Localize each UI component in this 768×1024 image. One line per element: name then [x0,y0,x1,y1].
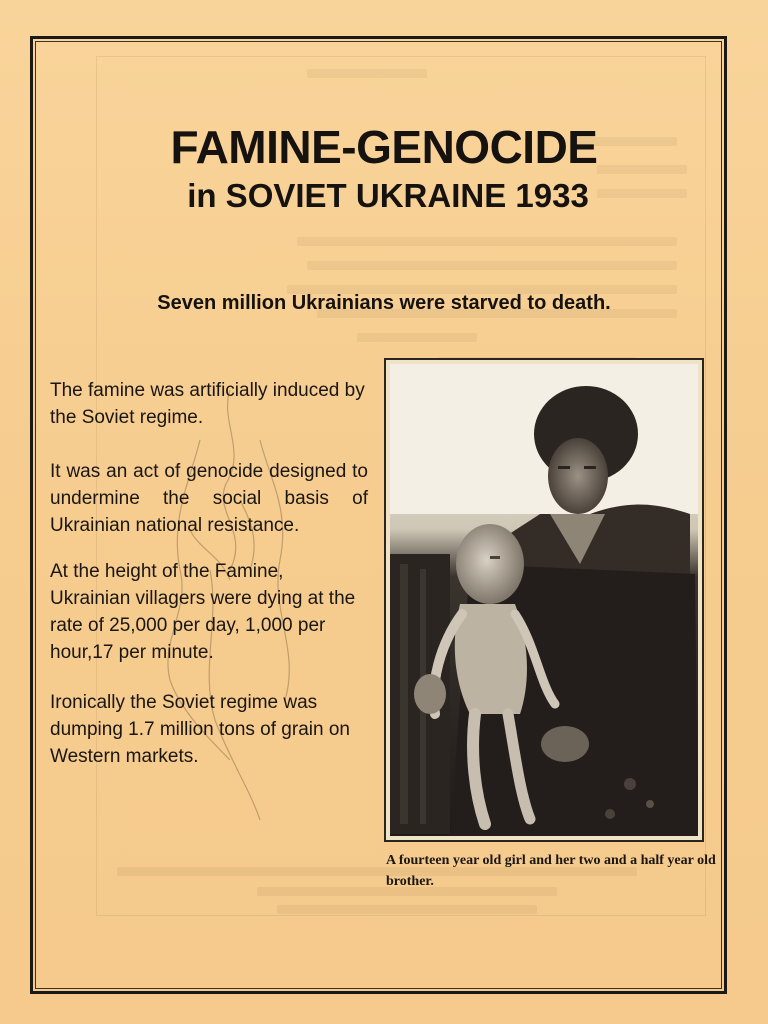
paragraph-death-rate: At the height of the Famine, Ukrainian villagers were dying at the rate of 25,000 per day, 1,000 per hour,17 per minute. [50,561,356,663]
paragraph-famine-induced: The famine was artificially induced by the Soviet regime. [50,380,365,428]
photo-frame [384,358,704,842]
photo-caption: A fourteen year old girl and her two and a half year old brother. [386,853,716,889]
document-title: FAMINE-GENOCIDE [170,121,598,173]
photograph-children [390,364,698,836]
document-tagline: Seven million Ukrainians were starved to death. [157,292,611,314]
paragraph-grain-dumping: Ironically the Soviet regime was dumping 1.7 million tons of grain on Western markets. [50,692,350,767]
body-text-column [50,377,368,789]
paragraph-genocide: It was an act of genocide designed to undermine the social basis of Ukrainian national resistance. [50,461,368,536]
document-subtitle: in SOVIET UKRAINE 1933 [187,177,589,214]
